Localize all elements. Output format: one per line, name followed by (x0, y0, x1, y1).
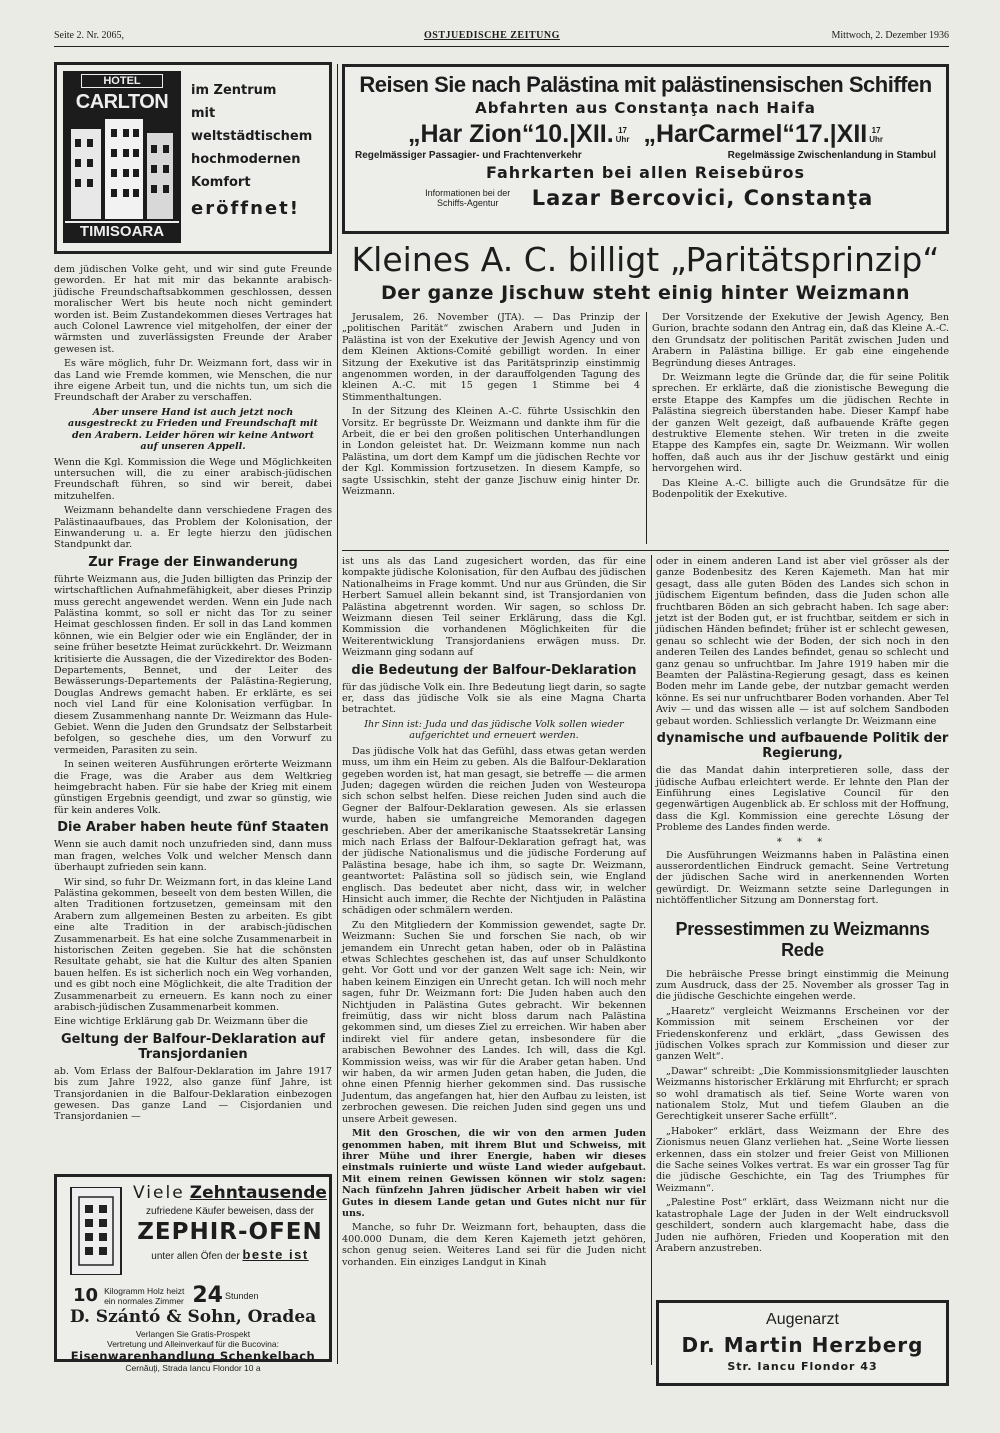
zephir-kg-text (104, 1286, 184, 1306)
middle-paragraph: für das jüdische Volk ein. Ihre Bedeutung liegt darin, so sagte er, dass das jüdische Volk sie als eine Magna Charta betrachtet. (342, 681, 646, 716)
left-paragraph: führte Weizmann aus, die Juden billigten das Prinzip der wirtschaftlichen Aufnahmefähigkeit, aber dieses Prinzip muss gerecht angewendet werden. Wenn ein Jude nach Palästina kommt, so soll er nicht das Tor zu seiner Heimat geschlossen finden. Er soll in das Land kommen können, wie ein Belgier oder wie ein Engländer, der in seine früher besetzte Heimat zurückkehrt. Dr. Weizmann kritisierte die Aussagen, die der Vizedirektor des Boden-Departements, Bennet, und der Leiter des Bewässerungs-Departements der Palästina-Regierung, Douglas Andrews gemacht haben. Er erklärte, es sei noch viel Land für eine Kolonisation verfügbar. In diesem Zusammenhang nannte Dr. Weizmann das Hule-Gebiet. Wenn die Juden den Grundsatz der Selbstarbeit befolgen, so geschehe dies, um den Vorwurf zu vermeiden, Parasiten zu sein. (54, 573, 332, 756)
left-paragraph: Wenn die Kgl. Kommission die Wege und Möglichkeiten untersuchen will, die zu einer arabisch-jüdischen Freundschaft führen, so sind wir bereit, dabei mitzuhelfen. (54, 456, 332, 502)
ship-ad-passenger: Regelmässiger Passagier- und Frachtenverkehr (355, 150, 582, 161)
ship-har-carmel: „HarCarmel“17.|XII (643, 120, 868, 148)
hotel-line-6: eröffnet! (191, 198, 300, 219)
zephir-hours-unit: Stunden (225, 1290, 259, 1301)
left-quote: Aber unsere Hand ist auch jetzt noch ausgestreckt zu Frieden und Freundschaft mit den Arabern. Leider hören wir keine Antwort auf unseren Appell. (67, 406, 318, 453)
heading-einwanderung: Zur Frage der Einwanderung (88, 554, 298, 570)
hotel-sign-city: TIMISOARA (65, 221, 179, 240)
left-paragraph: In seinen weiteren Ausführungen erörterte Weizmann die Frage, was die Araber aus dem Weltkrieg heimgebracht haben. Für sie habe der Krieg mit einem günstigen Ergebnis geendigt, und zwar so günstig, wie für kein anderes Volk. (54, 759, 332, 816)
right-paragraph: Die Ausführungen Weizmanns haben in Palästina einen ausserordentlichen Eindruck gemacht. Seine Vertretung der jüdischen Sache wird in anerkennenden Worten gewürdigt. Dr. Weizmann setzte seine Darlegungen in nichtöffentlicher Sitzung am Donnerstag fort. (656, 849, 949, 907)
zephir-kg-text-1: Kilogramm Holz heizt (104, 1285, 185, 1296)
ship-ad-agent-row (345, 186, 946, 210)
right-column (656, 556, 949, 1257)
right-paragraph: „Haboker“ erklärt, dass Weizmann der Ehre des Zionismus neuen Glanz verliehen hat. „Seine Worte liessen erkennen, dass ein stolzer und freier Geist von Millionen die Sache seines Volkes vertrat. Es war ein grosser Tag für die jüdische Geschichte, ein Tag des Triumphes für Weizmann“. (656, 1125, 949, 1194)
hotel-line-4: hochmodernen (191, 152, 301, 167)
ship-ad-info: Informationen bei der Schiffs-Agentur (425, 188, 511, 208)
hotel-ad-text (191, 83, 331, 219)
zephir-kg: 10 (73, 1285, 99, 1306)
zephir-zehntausende: Zehntausende (189, 1183, 327, 1203)
article-paragraph: Der Vorsitzende der Exekutive der Jewish Agency, Ben Gurion, brachte sodann den Antrag ein, daß das Kleine A.-C. den Grundsatz der politischen Parität zwischen Juden und Arabern in Palästina billige. Er gab eine eingehende Begründung dieses Antrages. (652, 312, 949, 369)
zephir-ad-head (131, 1183, 329, 1262)
main-article-col1 (342, 312, 640, 504)
hotel-line-2: mit (191, 106, 216, 121)
zephir-heating-row (73, 1283, 323, 1308)
left-paragraph: Weizmann behandelte dann verschiedene Fragen des Palästinaaufbaues, das Problem der Kolonisation, der Einwanderung u. a. Er legte hierzu den jüdischen Standpunkt dar. (54, 505, 332, 551)
heading-bedeutung: die Bedeutung der Balfour-Deklaration (351, 662, 637, 678)
ship-ad-agent: Lazar Bercovici, Constanţa (531, 186, 874, 210)
ship1-hour: 17 (618, 126, 627, 136)
zephir-firm: D. Szántó & Sohn, Oradea (69, 1307, 317, 1327)
hotel-line-3: weltstädtischem (191, 129, 313, 144)
middle-paragraph: Das jüdische Volk hat das Gefühl, dass etwas getan werden muss, um ihm ein Heim zu geben. Als die Balfour-Deklaration gegeben worden ist, hat man gesagt, sie betreffe — die armen Juden; dagegen würden die reichen Juden von Westeuropa sich schon selbst helfen. Diese reichen Juden sind auch die Gegner der Balfour-Deklaration gewesen. Als sie erlassen wurde, haben sie umfangreiche Memoranden dagegen geschrieben. Aber der amerikanische Staatssekretär Lansing mich nach Erlass der Balfour-Deklaration gefragt hat, was der jüdische Nationalismus und die jüdische Forderung auf Palästina besage, habe ich ihm, so sagte Dr. Weizmann, geantwortet: Palästina soll so jüdisch sein, wie England englisch. Das bedeutet aber nicht, dass wir, in welcher Hinsicht auch immer, die Rechte der Nichtjuden in Palästina schädigen oder schmälern werden. (342, 745, 646, 917)
zephir-address: Cernăuţi, Strada Iancu Flondor 10 a (125, 1363, 261, 1373)
main-article-body (342, 312, 949, 504)
doctor-title: Augenarzt (766, 1311, 839, 1328)
left-paragraph: dem jüdischen Volke geht, und wir sind gute Freunde geworden. Er hat mit mir das bekannte arabisch-jüdische Freundschaftsabkommen geschlossen, dessen moralischer Wert bis heute noch nicht gemindert worden ist. Beim Zustandekommen dieses Vertrages hat auch Colonel Lawrence viel mitgeholfen, der einer der wärmsten und zuverlässigsten Freunde der Araber gewesen ist. (54, 264, 332, 355)
main-article (342, 240, 949, 504)
main-article-subtitle: Der ganze Jischuw steht einig hinter Weizmann (380, 282, 911, 304)
left-paragraph: ab. Vom Erlass der Balfour-Deklaration im Jahre 1917 bis zum Jahre 1922, also ganze fünf Jahre, ist Transjordanien in die Balfour-Deklaration einbezogen gewesen. Das ganze Land — Cisjordanien und Transjordanien — (54, 1065, 332, 1123)
right-paragraph: Die hebräische Presse bringt einstimmig die Meinung zum Ausdruck, dass der 25. November als grosser Tag in die jüdische Geschichte eingehen werde. (656, 968, 949, 1003)
heading-dynamische: dynamische und aufbauende Politik der Regierung, (656, 731, 949, 762)
zephir-ofen-ad (54, 1174, 332, 1373)
heading-araber: Die Araber haben heute fünf Staaten (57, 820, 329, 836)
article-paragraph: In der Sitzung des Kleinen A.-C. führte Ussischkin den Vorsitz. Er begrüsste Dr. Weizmann und dankte ihm für die Arbeit, die er bei den großen politischen Unterhandlungen in London geleistet hat. Dr. Weizmann komme nun nach Palästina, um dort dem Kampf um die jüdischen Rechte vor der Kgl. Kommission fortzusetzen. In diesem Kampfe, so sagte Ussischkin, steht der ganze Jischuw einig hinter Dr. Weizmann. (342, 406, 640, 498)
middle-paragraph: Zu den Mitgliedern der Kommission gewendet, sagte Dr. Weizmann: Suchen Sie und forschen Sie nach, ob wir jemandem ein Unrecht getan haben, oder ob in Palästina etwas Schlechtes geschehen ist, das auf unser Schuldkonto geht. Vor Gott und vor der ganzen Welt sage ich: Nein, wir haben keinem Einzigen ein Unrecht getan. Ich will noch mehr sagen, fuhr Dr. Weizmann fort: Die Juden haben auch den Nichtjuden in Palästina Gutes gebracht. Wir bekennen freimütig, dass wir nicht bloss darum nach Palästina gekommen sind, um dieses Ziel zu erreichen. Wir haben aber indirekt viel für andere getan, insbesondere für die arabischen Bewohner des Landes. Ich will, dass die Kgl. Kommission weiss, was wir für die Araber getan haben. Und wir haben, da wir armen Juden getan haben, die Juden, die ohne einen Pfennig hierher gekommen sind. Das russische Judentum, das angefangen hat, hier den Aufbau zu leisten, ist zerbrochen gewesen. Die reichen Juden sind gegen uns und unsere Arbeit gewesen. (342, 919, 646, 1125)
ship1-time (616, 126, 630, 144)
zephir-firm-block (61, 1307, 325, 1373)
middle-quote: Ihr Sinn ist: Juda und das jüdische Volk sollen wieder aufgerichtet und erneuert werden. (364, 718, 624, 742)
middle-paragraph-bold: Mit den Groschen, die wir von den armen Juden genommen haben, mit ihrem Blut und Schweiss, mit ihrer Mühe und ihrer Energie, haben wir dieses einstmals ruinierte und wüste Land wieder aufgebaut. Mit einem reinen Gewissen können wir stolz sagen: Nach fünfzehn Jahren jüdischer Arbeit haben wir viel Gutes in diesem Lande getan und Gutes nicht nur für uns. (342, 1128, 646, 1219)
stove-illustration (65, 1187, 127, 1275)
zephir-prospekt: Verlangen Sie Gratis-Prospekt (135, 1329, 251, 1339)
zephir-hours: 24 (192, 1283, 223, 1308)
right-paragraph: „Dawar“ schreibt: „Die Kommissionsmitglieder lauschten Weizmanns historischer Erklärung mit Ehrfurcht; er sprach so wohl dramatisch als tief. Seine Worte waren von nationalem Stolz, Mut und tiefem Glauben an die Gerechtigkeit unserer Sache erfüllt“. (656, 1065, 949, 1123)
hotel-building-illustration (71, 119, 173, 219)
zephir-kg-text-2: ein normales Zimmer (104, 1295, 184, 1306)
right-paragraph: „Palestine Post“ erklärt, dass Weizmann nicht nur die katastrophale Lage der Juden in der Welt eindrucksvoll geschildert, sondern auch klargemacht habe, dass die Juden nie aufhören, Frieden und Kooperation mit den Arabern anzustreben. (656, 1197, 949, 1254)
zephir-beste-ist: beste ist (242, 1247, 309, 1262)
ship2-time (869, 126, 883, 144)
ship-ad (342, 64, 949, 234)
article-paragraph: Jerusalem, 26. November (JTA). — Das Prinzip der „politischen Parität“ zwischen Arabern und Juden in Palästina ist von der Exekutive der Jewish Agency und von dem Kleinen Aktions-Comité gebilligt worden. In einer Sitzung der Exekutive ist das Paritätsprinzip einstimmig angenommen worden, in der darauffolgenden Tagung des kleinen A.-C. mit 15 gegen 1 Stimme bei 4 Stimmenthaltungen. (342, 312, 640, 403)
left-paragraph: Es wäre möglich, fuhr Dr. Weizmann fort, dass wir in das Land wie Fremde kommen, wie Menschen, die nur ihre eigene Arbeit tun, und die nichts tun, um sich die Freundschaft der Araber zu verschaffen. (54, 358, 332, 404)
section-stars: * * * (776, 836, 829, 848)
right-paragraph: die das Mandat dahin interpretieren solle, dass der jüdische Aufbau erleichtert werde. Er lehnte den Plan der Einführung eines Legislative Council für den gegenwärtigen Augenblick ab. Er schloss mit der Hoffnung, dass die Kgl. Kommission eine gerechte Lösung der Probleme des Landes finden werde. (656, 765, 949, 834)
heading-pressestimmen: Pressestimmen zu Weizmanns Rede (675, 918, 930, 960)
right-paragraph: „Haaretz“ vergleicht Weizmanns Erscheinen vor der Kommission mit seinem Erscheinen vor der Friedenskonferenz und erklärt, „dass Gewissen des jüdischen Volkes sprach zur Kommission und dieser zur ganzen Welt“. (656, 1005, 949, 1063)
article-paragraph: Dr. Weizmann legte die Gründe dar, die für seine Politik sprechen. Er erklärte, daß die zionistische Bewegung die erste Etappe des Kampfes um die jüdischen Rechte in Palästina siegreich überstanden habe. Dieser Kampf habe der ganzen Welt gezeigt, daß aufbauende Kräfte gegen destruktive Elemente stehen. Wir treten in die zweite Etappe des Kampfes ein, sagte Dr. Weizmann. Wir wollen hoffen, daß auch aus ihr der Jischuw gestärkt und einig hervorgehen wird. (652, 372, 949, 475)
middle-paragraph: ist uns als das Land zugesichert worden, das für eine kompakte jüdische Kolonisation, für den Aufbau des jüdischen Nationalheims in Frage kommt. Und nur aus Gründen, die Sir Herbert Samuel allein bekannt sind, ist Transjordanien von Palästina abgetrennt worden. Wir sagen, so schloss Dr. Weizmann diesen Teil seiner Erklärung, dass die Kgl. Kommission die vorhandenen Möglichkeiten für die Weiterentwicklung Transjordaniens erwägen muss. Dr. Weizmann ging sodann auf (342, 556, 646, 659)
right-paragraph: oder in einem anderen Land ist aber viel grösser als der ganze Bodenbesitz des Keren Kajemeth. Man hat mir gesagt, dass alle guten Böden des Landes sich schon in jüdischem Eigentum befinden, dass die Juden schon alle fruchtbaren Böden an sich gebracht haben. Ich sage aber: jetzt ist der Boden gut, er ist fruchtbar, seitdem er sich in jüdischen Händen befindet; früher ist er schlecht gewesen, genau so schlecht wie der Boden, der sich noch in den anderen Teilen des Landes befindet, genau so schlecht und ganz genau so unfruchtbar. Im Jahre 1919 haben mir die Beamten der Palästina-Regierung gesagt, dass es keinen Boden mehr im Lande gebe, der nutzbar gemacht werden könne. Es sei nur unfruchtbarer Boden vorhanden. Aber Tel Aviv — und das wissen alle — ist auf solchem Sandboden gebaut worden. Schliesslich verlangte Dr. Weizmann eine (656, 556, 949, 727)
left-paragraph: Wir sind, so fuhr Dr. Weizmann fort, in das kleine Land Palästina gekommen, beseelt von dem besten Willen, die alten Traditionen fortzusetzen, gemeinsam mit den Arabern zum allgemeinen Besten zu arbeiten. Es gibt eine alte Tradition in der arabisch-jüdischen Zusammenarbeit. Es hat eine solche Zusammenarbeit in historischen Zeiten gegeben. Sie hat die schönsten Resultate gehabt, sie hat die Kultur des alten Spanien bauen helfen. Es ist sicherlich noch ein Weg vorhanden, und es gibt noch eine Möglichkeit, die alte Tradition der Zusammenarbeit zu erneuern. Es kann noch zu einer arabisch-jüdischen Zusammenarbeit kommen. (54, 876, 332, 1013)
zephir-beste (131, 1247, 329, 1262)
zephir-unter-allen: unter allen Öfen der (151, 1251, 240, 1262)
ship1-unit: Uhr (615, 135, 630, 145)
left-paragraph: Eine wichtige Erklärung gab Dr. Weizmann über die (54, 1016, 308, 1028)
hotel-carlton-ad (54, 62, 332, 254)
hotel-sign-name: CARLTON (75, 91, 169, 113)
middle-paragraph: Manche, so fuhr Dr. Weizmann fort, behaupten, dass die 400.000 Dunam, die dem Keren Kajemeth jetzt gehören, schon genug seien. Weiteres Land sei für die Juden nicht vorhanden. Ein einziges Landgut in Kinah (342, 1222, 646, 1268)
article-paragraph: Das Kleine A.-C. billigte auch die Grundsätze für die Bodenpolitik der Exekutive. (652, 477, 949, 501)
main-article-title: Kleines A. C. billigt „Paritätsprinzip“ (351, 240, 940, 279)
newspaper-title: OSTJUEDISCHE ZEITUNG (424, 30, 560, 41)
ship-har-zion: „Har Zion“10.|XII. (408, 120, 614, 148)
heading-geltung: Geltung der Balfour-Deklaration auf Transjordanien (60, 1031, 326, 1062)
zephir-kaeufer: zufriedene Käufer beweisen, dass der (146, 1206, 314, 1217)
ship-ad-subline (355, 150, 936, 161)
zephir-store: Eisenwarenhandlung Schenkelbach (70, 1349, 316, 1363)
article-bottom-rule (342, 550, 949, 551)
ship-ad-stambul: Regelmässige Zwischenlandung in Stambul (727, 150, 936, 161)
hotel-line-1: im Zentrum (191, 83, 277, 98)
middle-column (342, 556, 646, 1271)
hotel-sign-top: HOTEL (81, 74, 163, 88)
issue-date: Mittwoch, 2. Dezember 1936 (831, 30, 949, 41)
column-rule-right (651, 555, 652, 1365)
page-number: Seite 2. Nr. 2065, (54, 30, 124, 41)
left-paragraph: Wenn sie auch damit noch unzufrieden sind, dann muss man fragen, welches Volk und welcher Mensch dann überhaupt zufrieden sein kann. (54, 839, 332, 874)
zephir-viele: Viele (133, 1183, 185, 1203)
ship-ad-headline: Reisen Sie nach Palästina mit palästinensischen Schiffen (359, 72, 932, 97)
ship-ad-ships (345, 121, 946, 147)
left-column (54, 264, 332, 1126)
header-rule (54, 46, 949, 47)
hotel-line-5: Komfort (191, 175, 251, 190)
ship-ad-tickets: Fahrkarten bei allen Reisebüros (485, 163, 806, 182)
ship2-hour: 17 (871, 126, 881, 136)
augenarzt-ad (656, 1300, 949, 1386)
page-header (54, 30, 949, 44)
ship-ad-departures: Abfahrten aus Constanţa nach Haifa (475, 99, 816, 117)
doctor-address: Str. Iancu Flondor 43 (727, 1360, 878, 1373)
column-rule-left (337, 64, 338, 1364)
ship2-unit: Uhr (869, 135, 883, 145)
zephir-vertretung: Vertretung und Alleinverkauf für die Bucovina: (107, 1339, 279, 1349)
main-article-col2 (652, 312, 949, 504)
hotel-sign (63, 71, 181, 243)
doctor-name: Dr. Martin Herzberg (681, 1333, 924, 1357)
article-column-rule (646, 312, 647, 544)
zephir-brand: ZEPHIR-OFEN (137, 1219, 323, 1245)
